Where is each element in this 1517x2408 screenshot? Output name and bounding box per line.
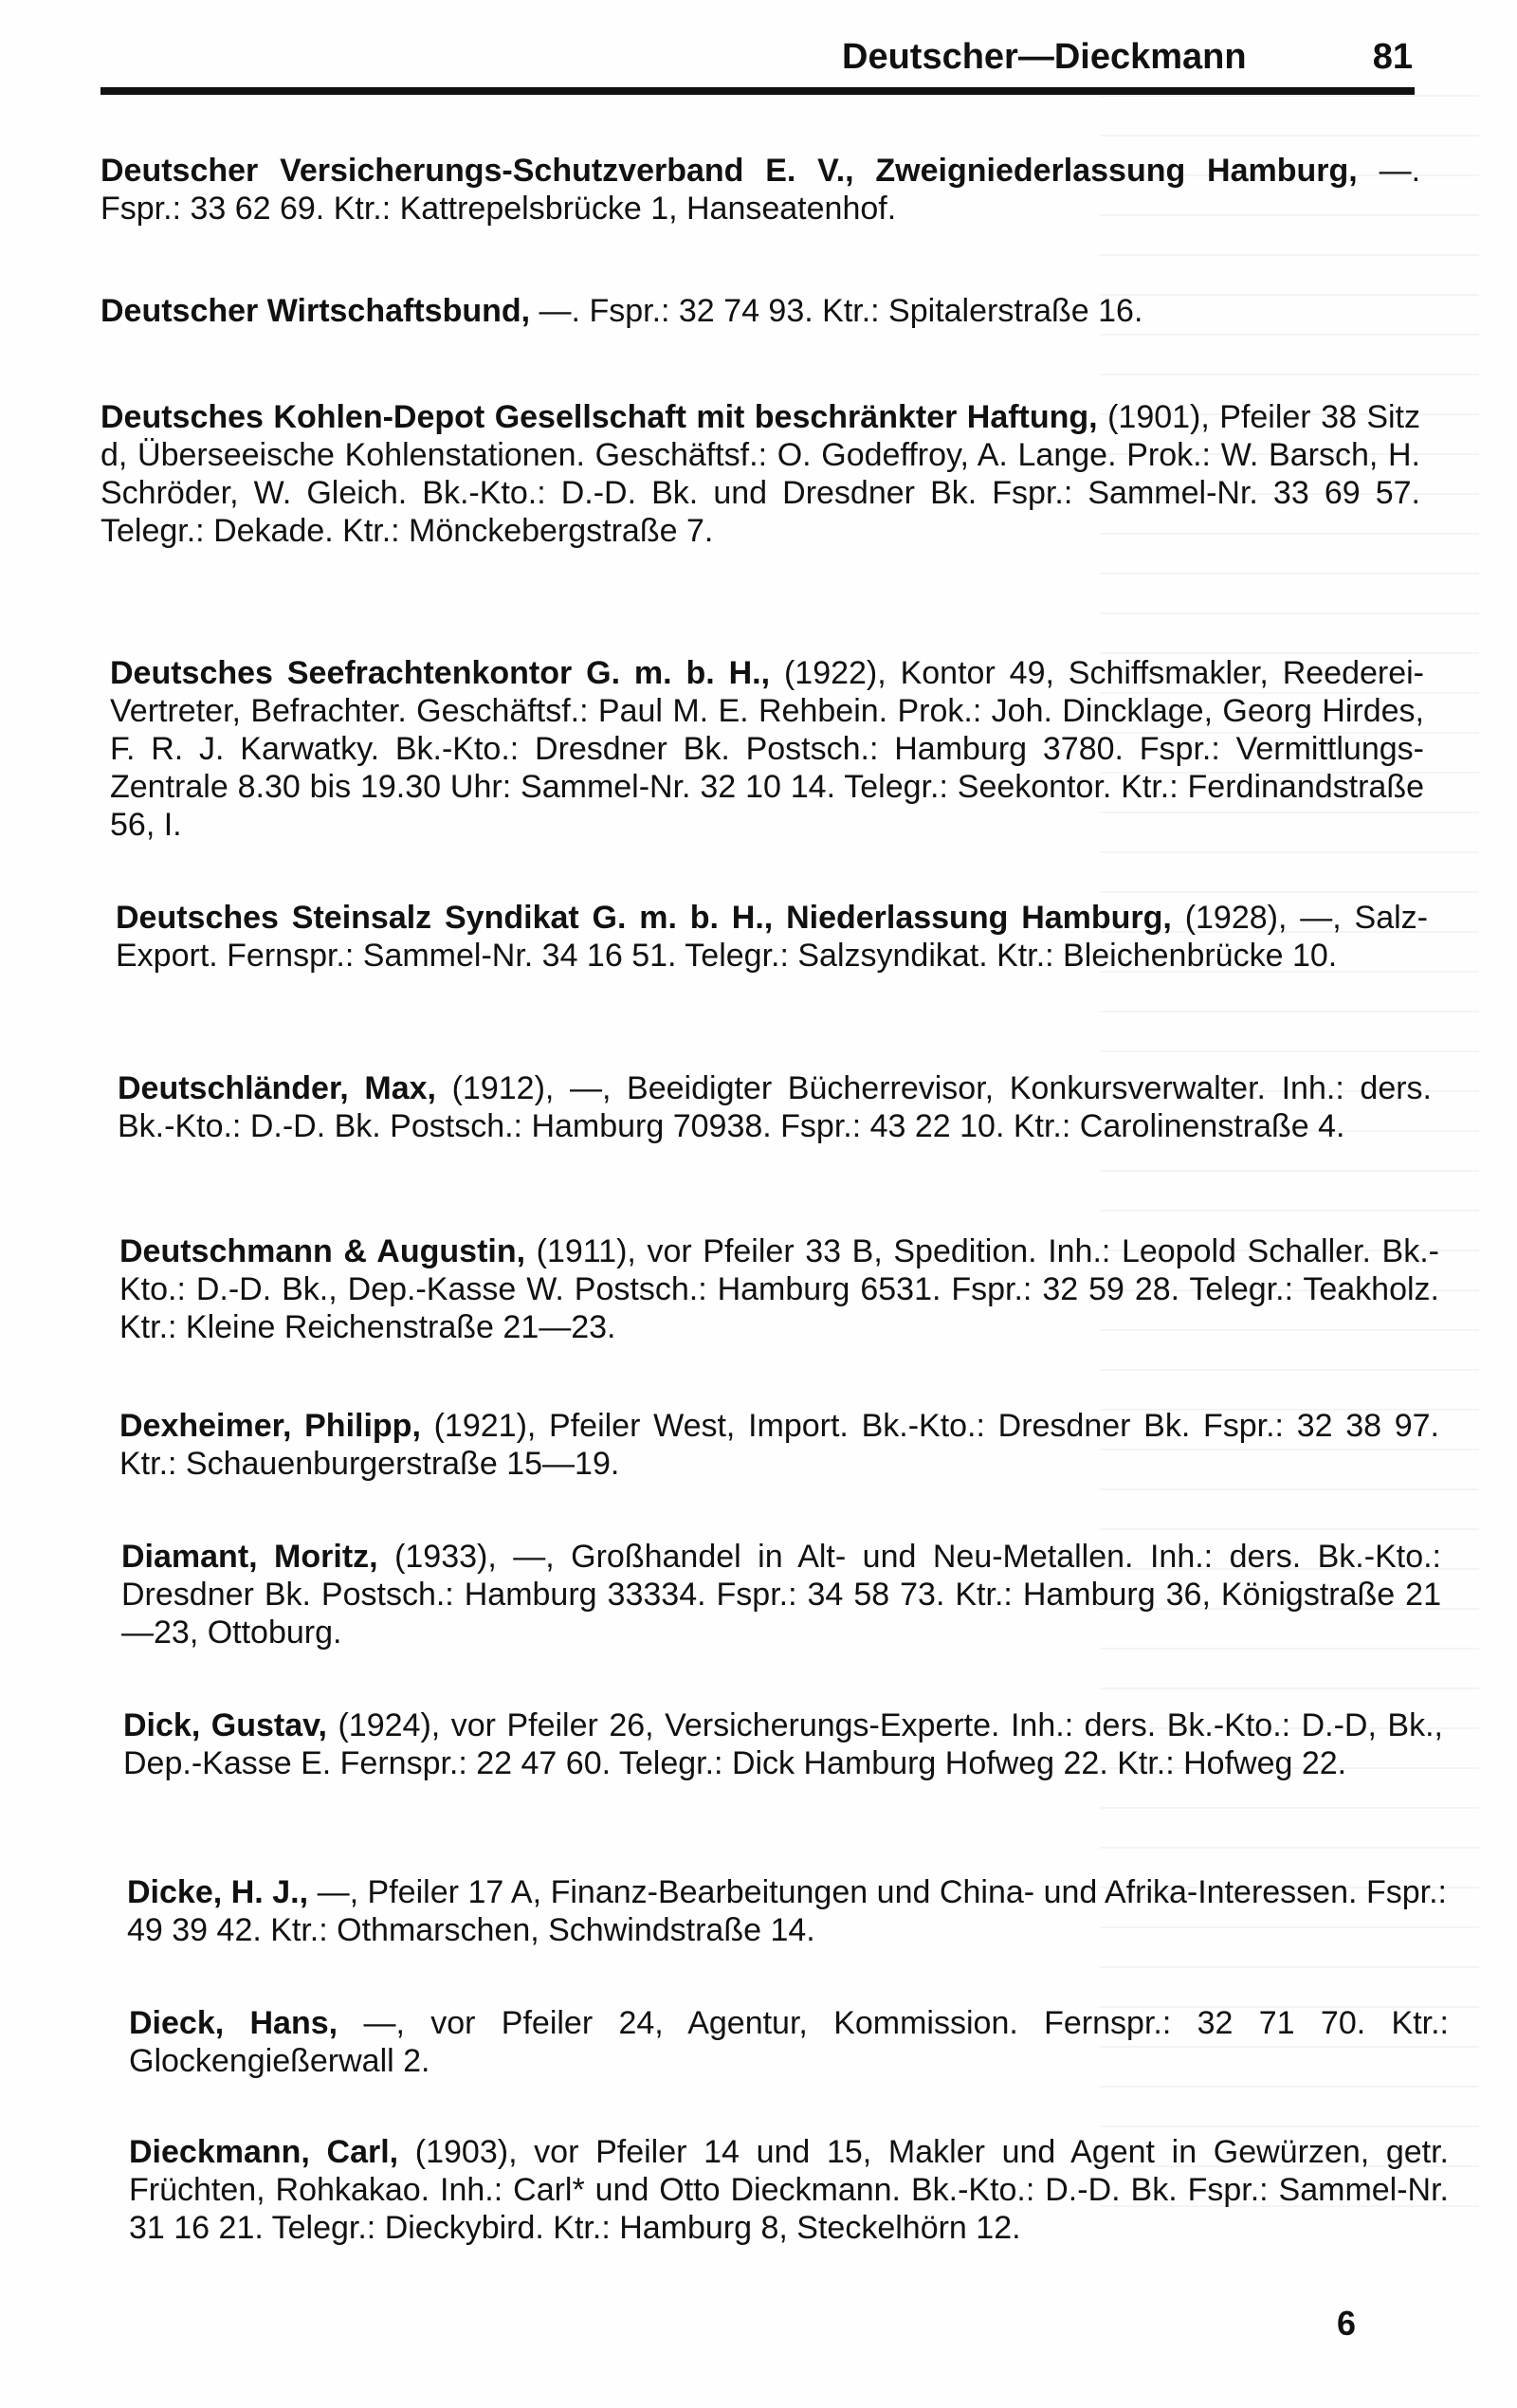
entry-text: —, vor Pfeiler 24, Agentur, Kommission. Fernspr.: 32 71 70. Ktr.: Glockengießerwall 2. <box>129 2005 1449 2079</box>
entry-name: Deutschmann & Augustin, <box>119 1233 526 1269</box>
entry-text: —, Pfeiler 17 A, Finanz-Bearbeitungen und China- und Afrika-Interessen. Fspr.: 49 39 42. Ktr.: Othmarschen, Schwindstraße 14. <box>127 1874 1447 1948</box>
header-rule <box>101 87 1415 95</box>
entry-name: Dick, Gustav, <box>123 1707 327 1743</box>
entry-text: (1912), —, Beeidigter Bücherrevisor, Konkursverwalter. Inh.: ders. Bk.-Kto.: D.-D. Bk. Postsch.: Hamburg 70938. Fspr.: 43 22 10. Ktr.: Carolinenstraße 4. <box>118 1070 1432 1144</box>
entry-text: (1901), Pfeiler 38 Sitz d, Überseeische Kohlenstationen. Geschäftsf.: O. Godeffroy, A. Lange. Prok.: W. Barsch, H. Schröder, W. Gleich. Bk.-Kto.: D.-D. Bk. und Dresdner Bk. Fspr.: Sammel-Nr. 33 69 57. Telegr.: Dekade. Ktr.: Mönckebergstraße 7. <box>101 399 1421 549</box>
entry-text: (1933), —, Großhandel in Alt- und Neu-Metallen. Inh.: ders. Bk.-Kto.: Dresdner Bk. Postsch.: Hamburg 33334. Fspr.: 34 58 73. Ktr.: Hamburg 36, Königstraße 21—23, Ottoburg. <box>121 1539 1441 1651</box>
entry-name: Diamant, Moritz, <box>121 1539 378 1575</box>
directory-entry <box>127 1873 1447 1949</box>
running-head-title: Deutscher—Dieckmann <box>842 37 1247 77</box>
page-number: 81 <box>1372 37 1413 77</box>
directory-entry <box>116 899 1428 975</box>
entry-name: Dieckmann, Carl, <box>129 2134 399 2170</box>
directory-entry <box>101 398 1420 550</box>
entry-name: Deutschländer, Max, <box>118 1070 436 1106</box>
entry-text: (1928), —, Salz-Export. Fernspr.: Sammel-Nr. 34 16 51. Telegr.: Salzsyndikat. Ktr.: Bleichenbrücke 10. <box>116 900 1428 974</box>
entry-text: (1924), vor Pfeiler 26, Versicherungs-Experte. Inh.: ders. Bk.-Kto.: D.-D, Bk., Dep.-Kasse E. Fernspr.: 22 47 60. Telegr.: Dick Hamburg Hofweg 22. Ktr.: Hofweg 22. <box>123 1707 1444 1781</box>
entry-name: Deutsches Seefrachtenkontor G. m. b. H., <box>110 655 771 691</box>
directory-entry <box>110 654 1424 844</box>
entry-text: —. Fspr.: 32 74 93. Ktr.: Spitalerstraße 16. <box>539 293 1143 329</box>
directory-entry <box>119 1407 1439 1483</box>
entry-name: Deutscher Wirtschaftsbund, <box>101 293 531 329</box>
entry-text: (1921), Pfeiler West, Import. Bk.-Kto.: Dresdner Bk. Fspr.: 32 38 97. Ktr.: Schauenburgerstraße 15—19. <box>119 1408 1439 1482</box>
directory-entry <box>119 1232 1439 1346</box>
entry-name: Deutsches Steinsalz Syndikat G. m. b. H., Niederlassung Hamburg, <box>116 900 1172 936</box>
entry-name: Deutsches Kohlen-Depot Gesellschaft mit beschränkter Haftung, <box>101 399 1098 435</box>
entry-name: Dicke, H. J., <box>127 1874 309 1910</box>
entry-name: Deutscher Versicherungs-Schutzverband E. V., Zweigniederlassung Hamburg, <box>101 153 1358 189</box>
entry-name: Dexheimer, Philipp, <box>119 1408 421 1444</box>
directory-entry <box>129 2004 1449 2080</box>
entry-text: —. Fspr.: 33 62 69. Ktr.: Kattrepelsbrücke 1, Hanseatenhof. <box>101 153 1421 227</box>
signature-number: 6 <box>1337 2304 1357 2343</box>
running-head <box>834 28 1413 85</box>
directory-entry <box>101 292 1420 330</box>
entry-text: (1911), vor Pfeiler 33 B, Spedition. Inh.: Leopold Schaller. Bk.-Kto.: D.-D. Bk., Dep.-Kasse W. Postsch.: Hamburg 6531. Fspr.: 32 59 28. Telegr.: Teakholz. Ktr.: Kleine Reichenstraße 21—23. <box>119 1233 1439 1345</box>
directory-entry <box>129 2133 1449 2247</box>
directory-entry <box>123 1706 1443 1782</box>
directory-entry <box>121 1538 1441 1651</box>
entry-text: (1922), Kontor 49, Schiffsmakler, Reederei-Vertreter, Befrachter. Geschäftsf.: Paul M. E. Rehbein. Prok.: Joh. Dincklage, Georg Hirdes, F. R. J. Karwatky. Bk.-Kto.: Dresdner Bk. Postsch.: Hamburg 3780. Fspr.: Vermittlungs-Zentrale 8.30 bis 19.30 Uhr: Sammel-Nr. 32 10 14. Telegr.: Seekontor. Ktr.: Ferdinandstraße 56, I. <box>110 655 1425 843</box>
directory-entry <box>101 152 1420 228</box>
entry-text: (1903), vor Pfeiler 14 und 15, Makler und Agent in Gewürzen, getr. Früchten, Rohkakao. Inh.: Carl* und Otto Dieckmann. Bk.-Kto.: D.-D. Bk. Fspr.: Sammel-Nr. 31 16 21. Telegr.: Dieckybird. Ktr.: Hamburg 8, Steckelhörn 12. <box>129 2134 1449 2246</box>
directory-entry <box>118 1069 1432 1145</box>
entry-name: Dieck, Hans, <box>129 2005 338 2041</box>
